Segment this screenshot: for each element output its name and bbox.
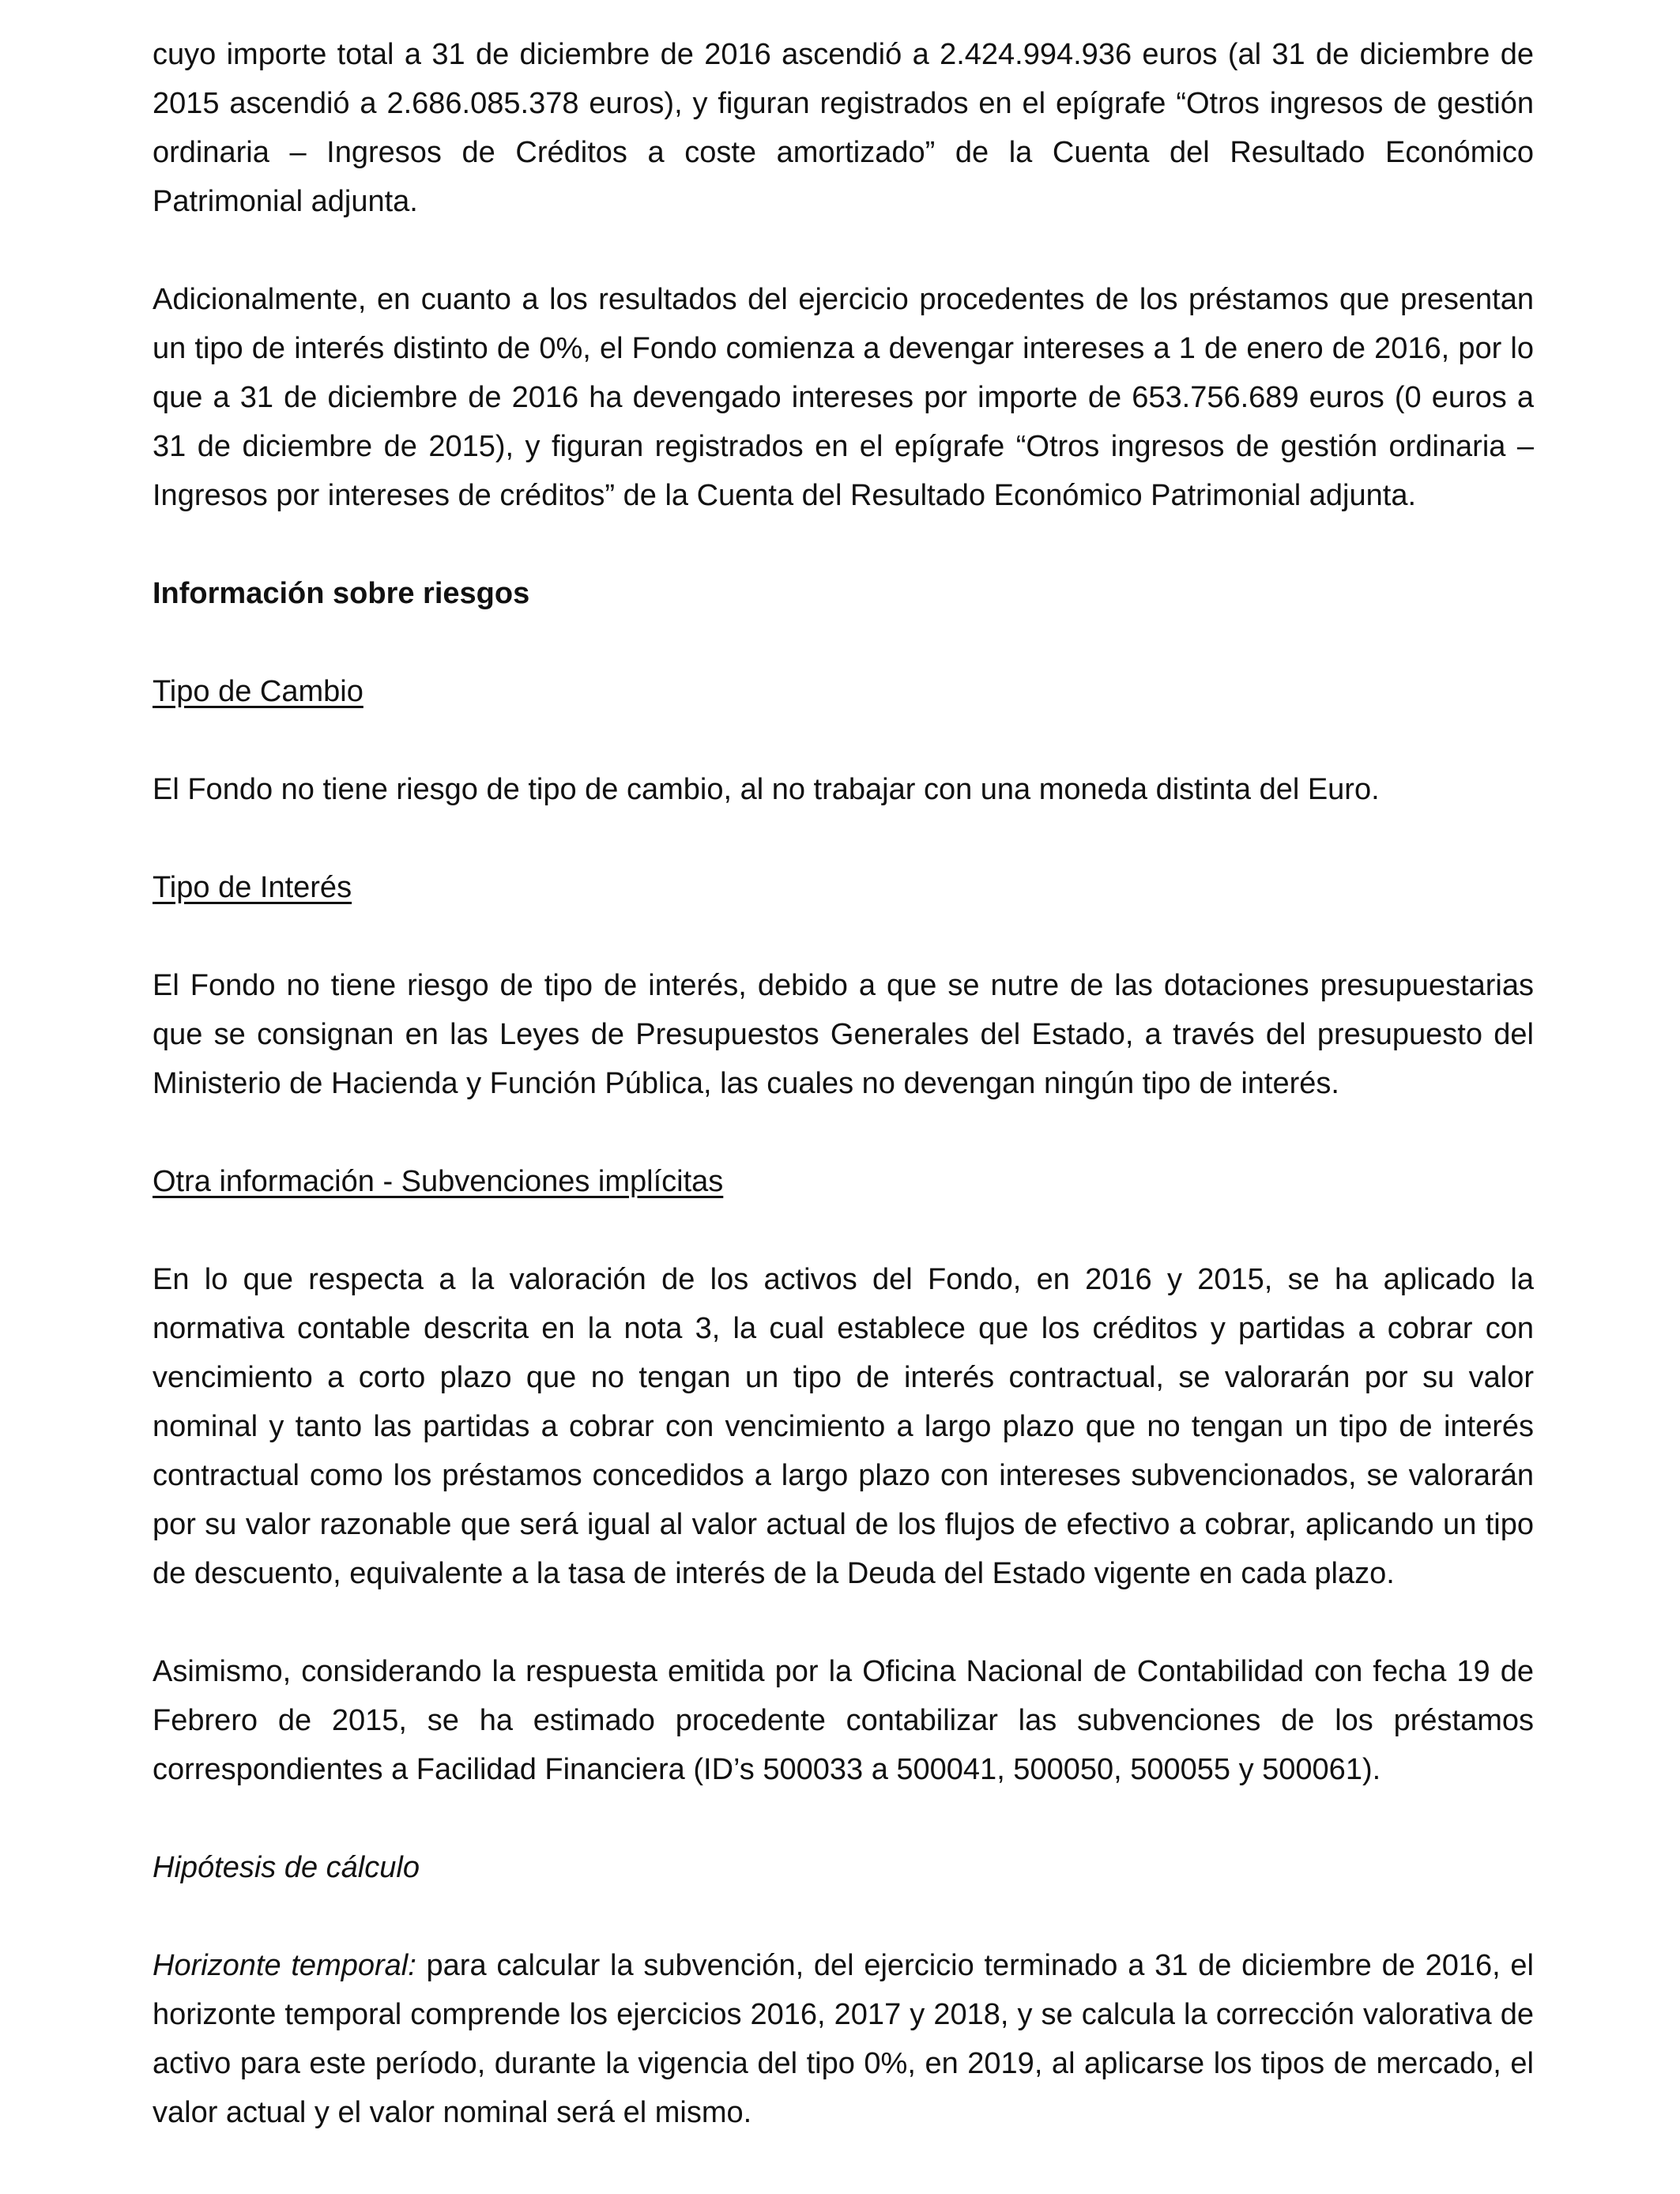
horizonte-temporal-label: Horizonte temporal: [153, 1949, 416, 1982]
subheading-tipo-cambio: Tipo de Cambio [153, 675, 363, 708]
paragraph-tipo-cambio: El Fondo no tiene riesgo de tipo de cambio, al no trabajar con una moneda distinta del Euro. [153, 773, 1380, 806]
paragraph-valoracion-activos: En lo que respecta a la valoración de los activos del Fondo, en 2016 y 2015, se ha aplicado la normativa contable descrita en la nota 3, la cual establece que los créditos y partidas a cobrar con vencimiento a corto plazo que no tengan un tipo de interés contractual, se valorarán por su valor nominal y tanto las partidas a cobrar con vencimiento a largo plazo que no tengan un tipo de interés contractual como los préstamos concedidos a largo plazo con intereses subvencionados, se valorarán por su valor razonable que será igual al valor actual de los flujos de efectivo a cobrar, aplicando un tipo de descuento, equivalente a la tasa de interés de la Deuda del Estado vigente en cada plazo. [153, 1263, 1534, 1590]
paragraph-tipo-interes: El Fondo no tiene riesgo de tipo de interés, debido a que se nutre de las dotaciones presupuestarias que se consignan en las Leyes de Presupuestos Generales del Estado, a través del presupuesto del Ministerio de Hacienda y Función Pública, las cuales no devengan ningún tipo de interés. [153, 969, 1534, 1100]
subheading-tipo-interes: Tipo de Interés [153, 871, 352, 904]
paragraph-horizonte-temporal [153, 1941, 1534, 2137]
paragraph-asimismo: Asimismo, considerando la respuesta emitida por la Oficina Nacional de Contabilidad con fecha 19 de Febrero de 2015, se ha estimado procedente contabilizar las subvenciones de los préstamos correspondientes a Facilidad Financiera (ID’s 500033 a 500041, 500050, 500055 y 500061). [153, 1655, 1534, 1786]
subheading-otra-informacion: Otra información - Subvenciones implícitas [153, 1165, 724, 1198]
heading-informacion-riesgos: Información sobre riesgos [153, 577, 530, 610]
heading-hipotesis-calculo: Hipótesis de cálculo [153, 1851, 420, 1884]
paragraph-adicionalmente: Adicionalmente, en cuanto a los resultados del ejercicio procedentes de los préstamos que presentan un tipo de interés distinto de 0%, el Fondo comienza a devengar intereses a 1 de enero de 2016, por lo que a 31 de diciembre de 2016 ha devengado intereses por importe de 653.756.689 euros (0 euros a 31 de diciembre de 2015), y figuran registrados en el epígrafe “Otros ingresos de gestión ordinaria – Ingresos por intereses de créditos” de la Cuenta del Resultado Económico Patrimonial adjunta. [153, 283, 1534, 512]
horizonte-temporal-text: para calcular la subvención, del ejercicio terminado a 31 de diciembre de 2016, el horizonte temporal comprende los ejercicios 2016, 2017 y 2018, y se calcula la corrección valorativa de activo para este período, durante la vigencia del tipo 0%, en 2019, al aplicarse los tipos de mercado, el valor actual y el valor nominal será el mismo. [153, 1949, 1534, 2129]
paragraph-importe-total: cuyo importe total a 31 de diciembre de 2016 ascendió a 2.424.994.936 euros (al 31 de diciembre de 2015 ascendió a 2.686.085.378 euros), y figuran registrados en el epígrafe “Otros ingresos de gestión ordinaria – Ingresos de Créditos a coste amortizado” de la Cuenta del Resultado Económico Patrimonial adjunta. [153, 38, 1534, 218]
document-page [153, 30, 1534, 2137]
